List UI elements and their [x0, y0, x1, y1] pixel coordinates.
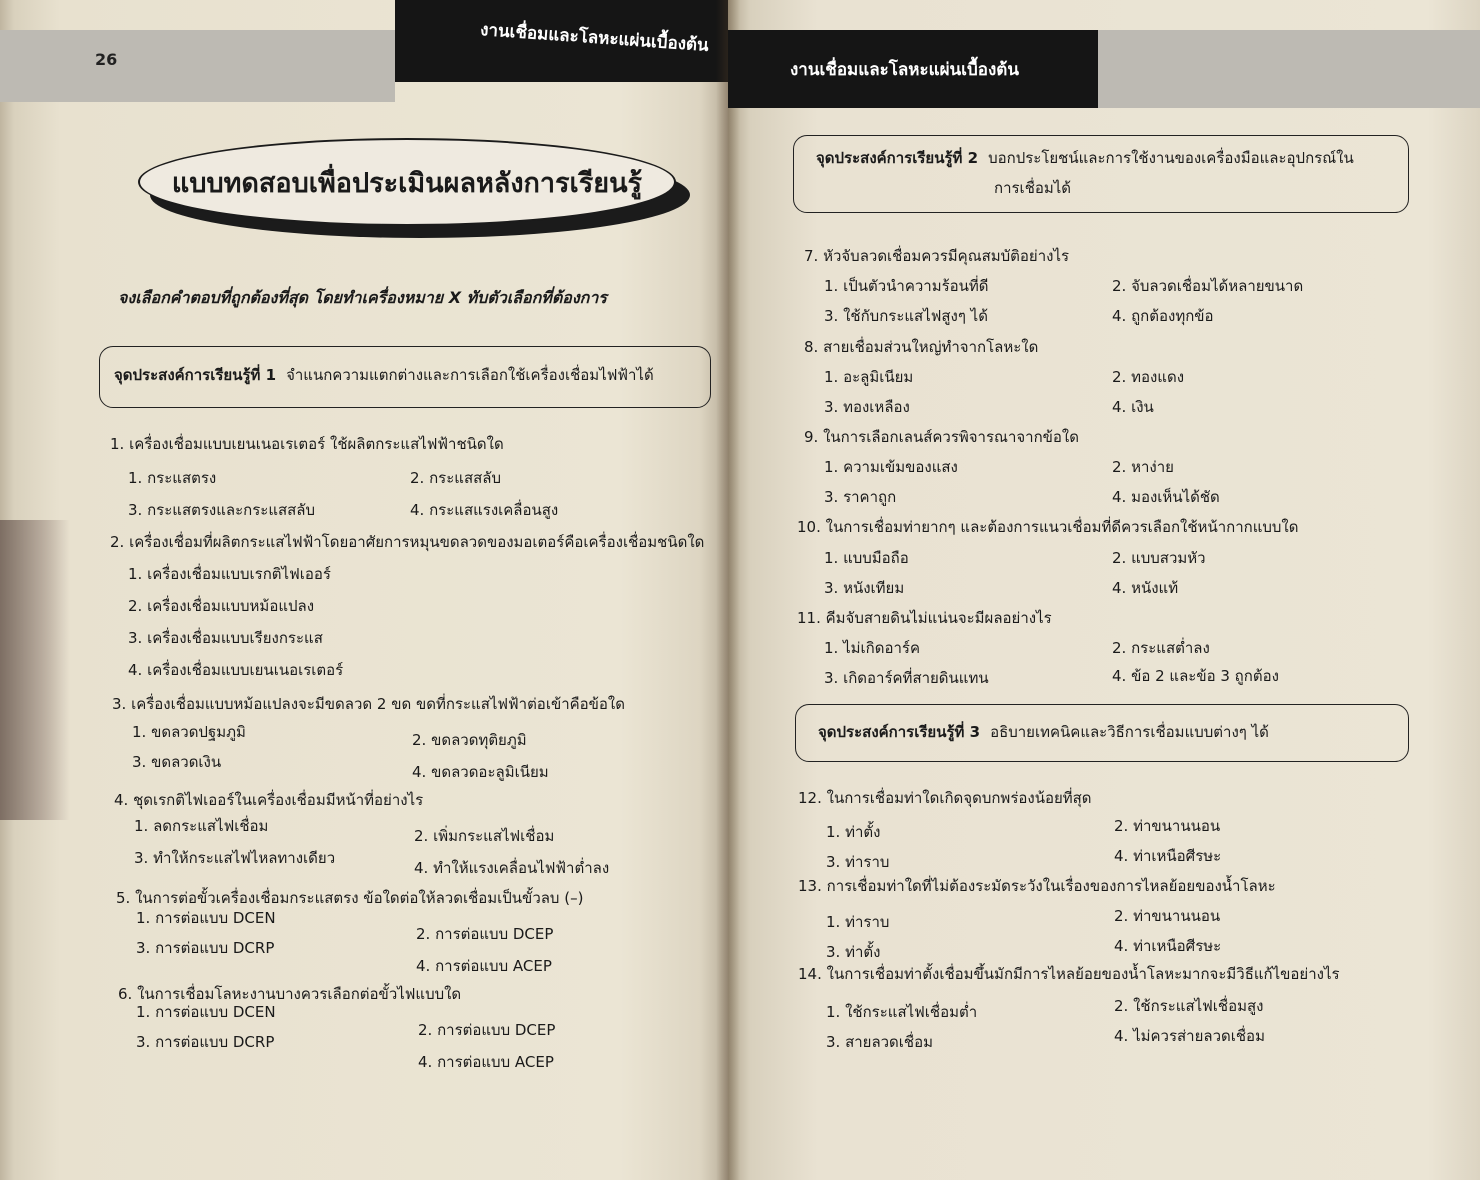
option[interactable]: 2. ขดลวดทุติยภูมิ	[412, 731, 527, 749]
option[interactable]: 2. ใช้กระแสไฟเชื่อมสูง	[1114, 997, 1264, 1015]
option[interactable]: 1. ท่าราบ	[826, 913, 890, 931]
header-grey-band	[0, 30, 395, 102]
option[interactable]: 3. ขดลวดเงิน	[132, 753, 222, 771]
option[interactable]: 2. หาง่าย	[1112, 458, 1174, 476]
option[interactable]: 1. ความเข้มของแสง	[824, 458, 958, 476]
objective-text: บอกประโยชน์และการใช้งานของเครื่องมือและอุปกรณ์ใน	[988, 149, 1354, 167]
option[interactable]: 4. การต่อแบบ ACEP	[416, 957, 552, 975]
option[interactable]: 3. ทำให้กระแสไฟไหลทางเดียว	[134, 849, 336, 867]
option[interactable]: 1. เครื่องเชื่อมแบบเรกติไฟเออร์	[128, 565, 331, 583]
question: 8. สายเชื่อมส่วนใหญ่ทำจากโลหะใด	[804, 338, 1039, 356]
objective-text: อธิบายเทคนิคและวิธีการเชื่อมแบบต่างๆ ได้	[990, 723, 1269, 741]
option[interactable]: 1. ท่าตั้ง	[826, 823, 881, 841]
option[interactable]: 3. เครื่องเชื่อมแบบเรียงกระแส	[128, 629, 323, 647]
question: 11. คีมจับสายดินไม่แน่นจะมีผลอย่างไร	[797, 609, 1052, 627]
option[interactable]: 2. การต่อแบบ DCEP	[418, 1021, 556, 1039]
objective-text: จำแนกความแตกต่างและการเลือกใช้เครื่องเชื่อมไฟฟ้าได้	[286, 366, 654, 384]
question: 1. เครื่องเชื่อมแบบเยนเนอเรเตอร์ ใช้ผลิตกระแสไฟฟ้าชนิดใด	[110, 435, 504, 453]
question: 6. ในการเชื่อมโลหะงานบางควรเลือกต่อขั้วไฟแบบใด	[118, 985, 462, 1003]
option[interactable]: 1. ขดลวดปฐมภูมิ	[132, 723, 246, 741]
objective-box-2	[793, 135, 1409, 213]
option[interactable]: 2. ทองแดง	[1112, 368, 1185, 386]
option[interactable]: 1. ลดกระแสไฟเชื่อม	[134, 817, 269, 835]
left-page	[0, 0, 728, 1180]
option[interactable]: 2. กระแสต่ำลง	[1112, 639, 1210, 657]
option[interactable]: 4. ไม่ควรส่ายลวดเชื่อม	[1114, 1027, 1265, 1045]
question: 4. ชุดเรกติไฟเออร์ในเครื่องเชื่อมมีหน้าที่อย่างไร	[114, 791, 424, 809]
option[interactable]: 4. ทำให้แรงเคลื่อนไฟฟ้าต่ำลง	[414, 859, 610, 877]
question: 10. ในการเชื่อมท่ายากๆ และต้องการแนวเชื่อมที่ดีควรเลือกใช้หน้ากากแบบใด	[797, 518, 1299, 536]
option[interactable]: 2. ท่าขนานนอน	[1114, 817, 1221, 835]
option[interactable]: 1. การต่อแบบ DCEN	[136, 1003, 276, 1021]
instruction-text: จงเลือกคำตอบที่ถูกต้องที่สุด โดยทำเครื่องหมาย X ทับตัวเลือกที่ต้องการ	[118, 288, 607, 307]
option[interactable]: 3. ท่าตั้ง	[826, 943, 881, 961]
option[interactable]: 1. ใช้กระแสไฟเชื่อมต่ำ	[826, 1003, 978, 1021]
option[interactable]: 2. การต่อแบบ DCEP	[416, 925, 554, 943]
objective-label: จุดประสงค์การเรียนรู้ที่ 1	[114, 366, 277, 384]
option[interactable]: 2. ท่าขนานนอน	[1114, 907, 1221, 925]
objective-label: จุดประสงค์การเรียนรู้ที่ 3	[818, 723, 981, 741]
option[interactable]: 2. จับลวดเชื่อมได้หลายขนาด	[1112, 277, 1304, 295]
option[interactable]: 4. การต่อแบบ ACEP	[418, 1053, 554, 1071]
option[interactable]: 4. เงิน	[1112, 398, 1154, 416]
option[interactable]: 4. เครื่องเชื่อมแบบเยนเนอเรเตอร์	[128, 661, 344, 679]
page-number: 26	[95, 50, 118, 69]
objective-box-1	[99, 346, 711, 408]
page-title: แบบทดสอบเพื่อประเมินผลหลังการเรียนรู้	[171, 167, 643, 199]
option[interactable]: 3. การต่อแบบ DCRP	[136, 1033, 275, 1051]
option[interactable]: 3. ใช้กับกระแสไฟสูงๆ ได้	[824, 307, 988, 325]
option[interactable]: 4. กระแสแรงเคลื่อนสูง	[410, 501, 559, 519]
option[interactable]: 4. ท่าเหนือศีรษะ	[1114, 937, 1222, 955]
option[interactable]: 1. การต่อแบบ DCEN	[136, 909, 276, 927]
option[interactable]: 4. หนังแท้	[1112, 579, 1179, 597]
option[interactable]: 4. มองเห็นได้ชัด	[1112, 488, 1220, 506]
book-gutter	[716, 0, 740, 1180]
question: 12. ในการเชื่อมท่าใดเกิดจุดบกพร่องน้อยที่สุด	[798, 789, 1092, 807]
objective-box-3	[795, 704, 1409, 762]
objective-label: จุดประสงค์การเรียนรู้ที่ 2	[816, 149, 979, 167]
option[interactable]: 3. สายลวดเชื่อม	[826, 1033, 934, 1051]
option[interactable]: 1. แบบมือถือ	[824, 549, 909, 567]
option[interactable]: 2. เครื่องเชื่อมแบบหม้อแปลง	[128, 597, 315, 615]
title-ellipse	[138, 138, 676, 226]
question: 2. เครื่องเชื่อมที่ผลิตกระแสไฟฟ้าโดยอาศัยการหมุนขดลวดของมอเตอร์คือเครื่องเชื่อมชนิดใด	[110, 533, 705, 551]
question: 14. ในการเชื่อมท่าตั้งเชื่อมขึ้นมักมีการไหลย้อยของน้ำโลหะมากจะมีวิธีแก้ไขอย่างไร	[798, 965, 1340, 983]
option[interactable]: 2. เพิ่มกระแสไฟเชื่อม	[414, 827, 555, 845]
option[interactable]: 1. อะลูมิเนียม	[824, 368, 914, 386]
option[interactable]: 3. การต่อแบบ DCRP	[136, 939, 275, 957]
page-stain	[0, 520, 70, 820]
option[interactable]: 3. หนังเทียม	[824, 579, 905, 597]
question: 13. การเชื่อมท่าใดที่ไม่ต้องระมัดระวังในเรื่องของการไหลย้อยของน้ำโลหะ	[798, 877, 1276, 895]
question: 3. เครื่องเชื่อมแบบหม้อแปลงจะมีขดลวด 2 ขด ขดที่กระแสไฟฟ้าต่อเข้าคือข้อใด	[112, 695, 625, 713]
option[interactable]: 1. กระแสตรง	[128, 469, 217, 487]
option[interactable]: 4. ท่าเหนือศีรษะ	[1114, 847, 1222, 865]
header-title: งานเชื่อมและโลหะแผ่นเบื้องต้น	[479, 20, 710, 56]
option[interactable]: 4. ขดลวดอะลูมิเนียม	[412, 763, 549, 781]
header-title: งานเชื่อมและโลหะแผ่นเบื้องต้น	[790, 60, 1019, 80]
option[interactable]: 4. ถูกต้องทุกข้อ	[1112, 307, 1214, 325]
option[interactable]: 3. ราคาถูก	[824, 488, 897, 506]
option[interactable]: 3. กระแสตรงและกระแสสลับ	[128, 501, 316, 519]
option[interactable]: 2. แบบสวมหัว	[1112, 549, 1206, 567]
option[interactable]: 3. ท่าราบ	[826, 853, 890, 871]
question: 5. ในการต่อขั้วเครื่องเชื่อมกระแสตรง ข้อใดต่อให้ลวดเชื่อมเป็นขั้วลบ (–)	[116, 889, 584, 907]
header-grey-band	[1098, 30, 1480, 108]
objective-text-continued: การเชื่อมได้	[994, 179, 1072, 197]
option[interactable]: 2. กระแสสลับ	[410, 469, 501, 487]
option[interactable]: 3. เกิดอาร์คที่สายดินแทน	[824, 669, 989, 687]
question: 9. ในการเลือกเลนส์ควรพิจารณาจากข้อใด	[804, 428, 1079, 446]
option[interactable]: 3. ทองเหลือง	[824, 398, 910, 416]
question: 7. หัวจับลวดเชื่อมควรมีคุณสมบัติอย่างไร	[804, 247, 1070, 265]
option[interactable]: 1. เป็นตัวนำความร้อนที่ดี	[824, 277, 989, 295]
option[interactable]: 4. ข้อ 2 และข้อ 3 ถูกต้อง	[1112, 667, 1279, 685]
option[interactable]: 1. ไม่เกิดอาร์ค	[824, 639, 920, 657]
